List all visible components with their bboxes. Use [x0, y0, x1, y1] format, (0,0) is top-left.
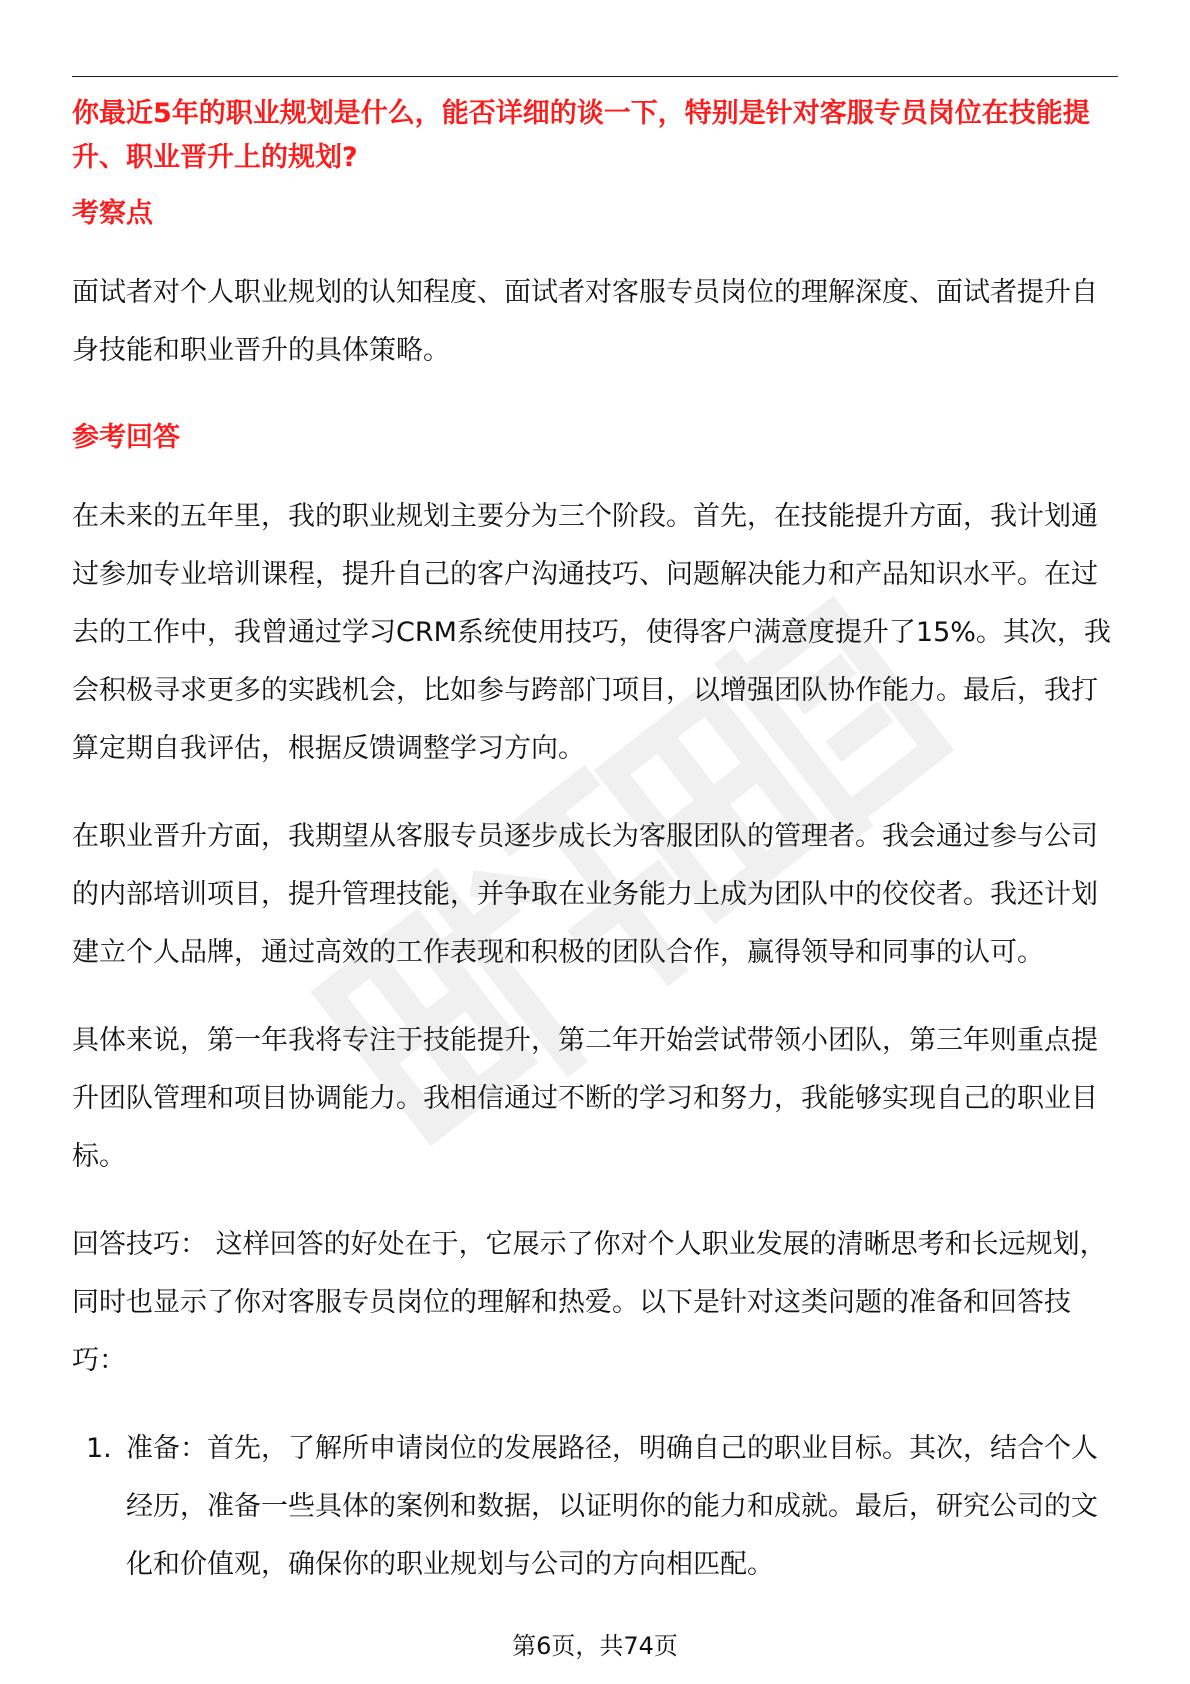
- list-item-number: 1.: [86, 1433, 112, 1464]
- answer-paragraph: 在未来的五年里，我的职业规划主要分为三个阶段。首先，在技能提升方面，我计划通过参加专业培训课程，提升自己的客户沟通技巧、问题解决能力和产品知识水平。在过去的工作中，我曾通过学习CRM系统使用技巧，使得客户满意度提升了15%。其次，我会积极寻求更多的实践机会，比如参与跨部门项目，以增强团队协作能力。最后，我打算定期自我评估，根据反馈调整学习方向。: [72, 501, 1111, 764]
- focus-text: 面试者对个人职业规划的认知程度、面试者对客服专员岗位的理解深度、面试者提升自身技能和职业晋升的具体策略。: [72, 277, 1098, 366]
- list-item-text: 准备：首先，了解所申请岗位的发展路径，明确自己的职业目标。其次，结合个人经历，准备一些具体的案例和数据，以证明你的能力和成就。最后，研究公司的文化和价值观，确保你的职业规划与公司的方向相匹配。: [126, 1433, 1098, 1580]
- answer-heading: 参考回答: [72, 422, 180, 453]
- page-footer: 第6页，共74页: [512, 1632, 678, 1660]
- answer-tips-intro: 回答技巧： 这样回答的好处在于，它展示了你对个人职业发展的清晰思考和长远规划，同时也显示了你对客服专员岗位的理解和热爱。以下是针对这类问题的准备和回答技巧：: [72, 1229, 1107, 1376]
- list-item: [72, 1420, 1122, 1594]
- answer-paragraph: 在职业晋升方面，我期望从客服专员逐步成长为客服团队的管理者。我会通过参与公司的内部培训项目，提升管理技能，并争取在业务能力上成为团队中的佼佼者。我还计划建立个人品牌，通过高效的工作表现和积极的团队合作，赢得领导和同事的认可。: [72, 821, 1098, 968]
- focus-heading: 考察点: [72, 198, 153, 229]
- answer-paragraph: 具体来说，第一年我将专注于技能提升，第二年开始尝试带领小团队，第三年则重点提升团队管理和项目协调能力。我相信通过不断的学习和努力，我能够实现自己的职业目标。: [72, 1025, 1098, 1172]
- document-body: [72, 92, 1122, 1594]
- header-rule: [72, 76, 1118, 77]
- tips-list: [72, 1420, 1122, 1594]
- interview-question: 你最近5年的职业规划是什么，能否详细的谈一下，特别是针对客服专员岗位在技能提升、职业晋升上的规划?: [72, 98, 1090, 173]
